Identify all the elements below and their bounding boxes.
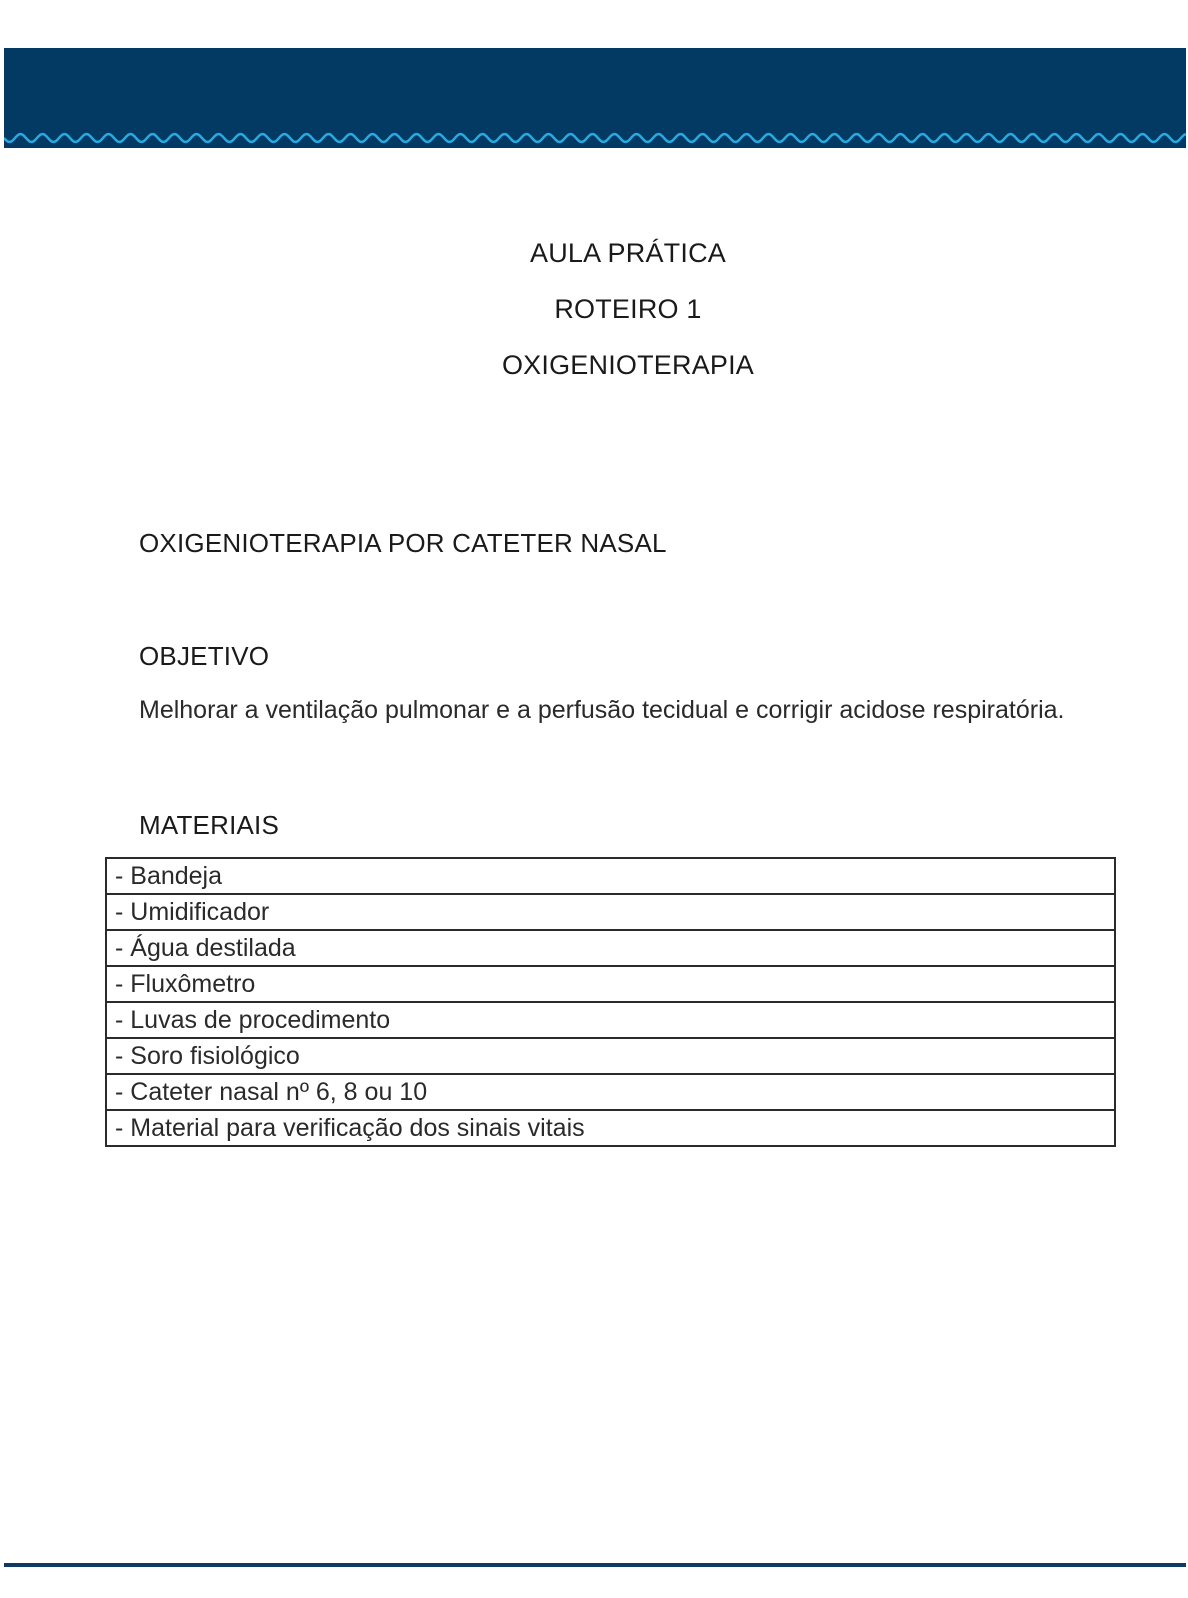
section-heading: OXIGENIOTERAPIA POR CATETER NASAL bbox=[139, 528, 667, 558]
material-item: - Luvas de procedimento bbox=[106, 1002, 1115, 1038]
footer-rule bbox=[4, 1563, 1186, 1567]
header-banner bbox=[4, 48, 1186, 148]
table-row bbox=[106, 1038, 1115, 1074]
table-row bbox=[106, 894, 1115, 930]
material-item: - Fluxômetro bbox=[106, 966, 1115, 1002]
material-item: - Água destilada bbox=[106, 930, 1115, 966]
table-row bbox=[106, 1074, 1115, 1110]
material-item: - Bandeja bbox=[106, 858, 1115, 894]
objective-text: Melhorar a ventilação pulmonar e a perfusão tecidual e corrigir acidose respiratória. bbox=[139, 696, 1065, 724]
material-item: - Soro fisiológico bbox=[106, 1038, 1115, 1074]
material-item: - Material para verificação dos sinais vitais bbox=[106, 1110, 1115, 1146]
table-row bbox=[106, 1110, 1115, 1146]
document-title-block bbox=[0, 240, 1188, 408]
banner-wave-decoration bbox=[4, 48, 1186, 148]
document-topic: OXIGENIOTERAPIA bbox=[501, 350, 755, 380]
table-row bbox=[106, 858, 1115, 894]
materials-table bbox=[105, 857, 1116, 1147]
document-subtitle: ROTEIRO 1 bbox=[554, 294, 702, 324]
materials-heading: MATERIAIS bbox=[139, 810, 280, 840]
objective-heading: OBJETIVO bbox=[139, 641, 270, 671]
document-title: AULA PRÁTICA bbox=[530, 238, 726, 268]
material-item: - Umidificador bbox=[106, 894, 1115, 930]
material-item: - Cateter nasal nº 6, 8 ou 10 bbox=[106, 1074, 1115, 1110]
table-row bbox=[106, 1002, 1115, 1038]
table-row bbox=[106, 966, 1115, 1002]
table-row bbox=[106, 930, 1115, 966]
